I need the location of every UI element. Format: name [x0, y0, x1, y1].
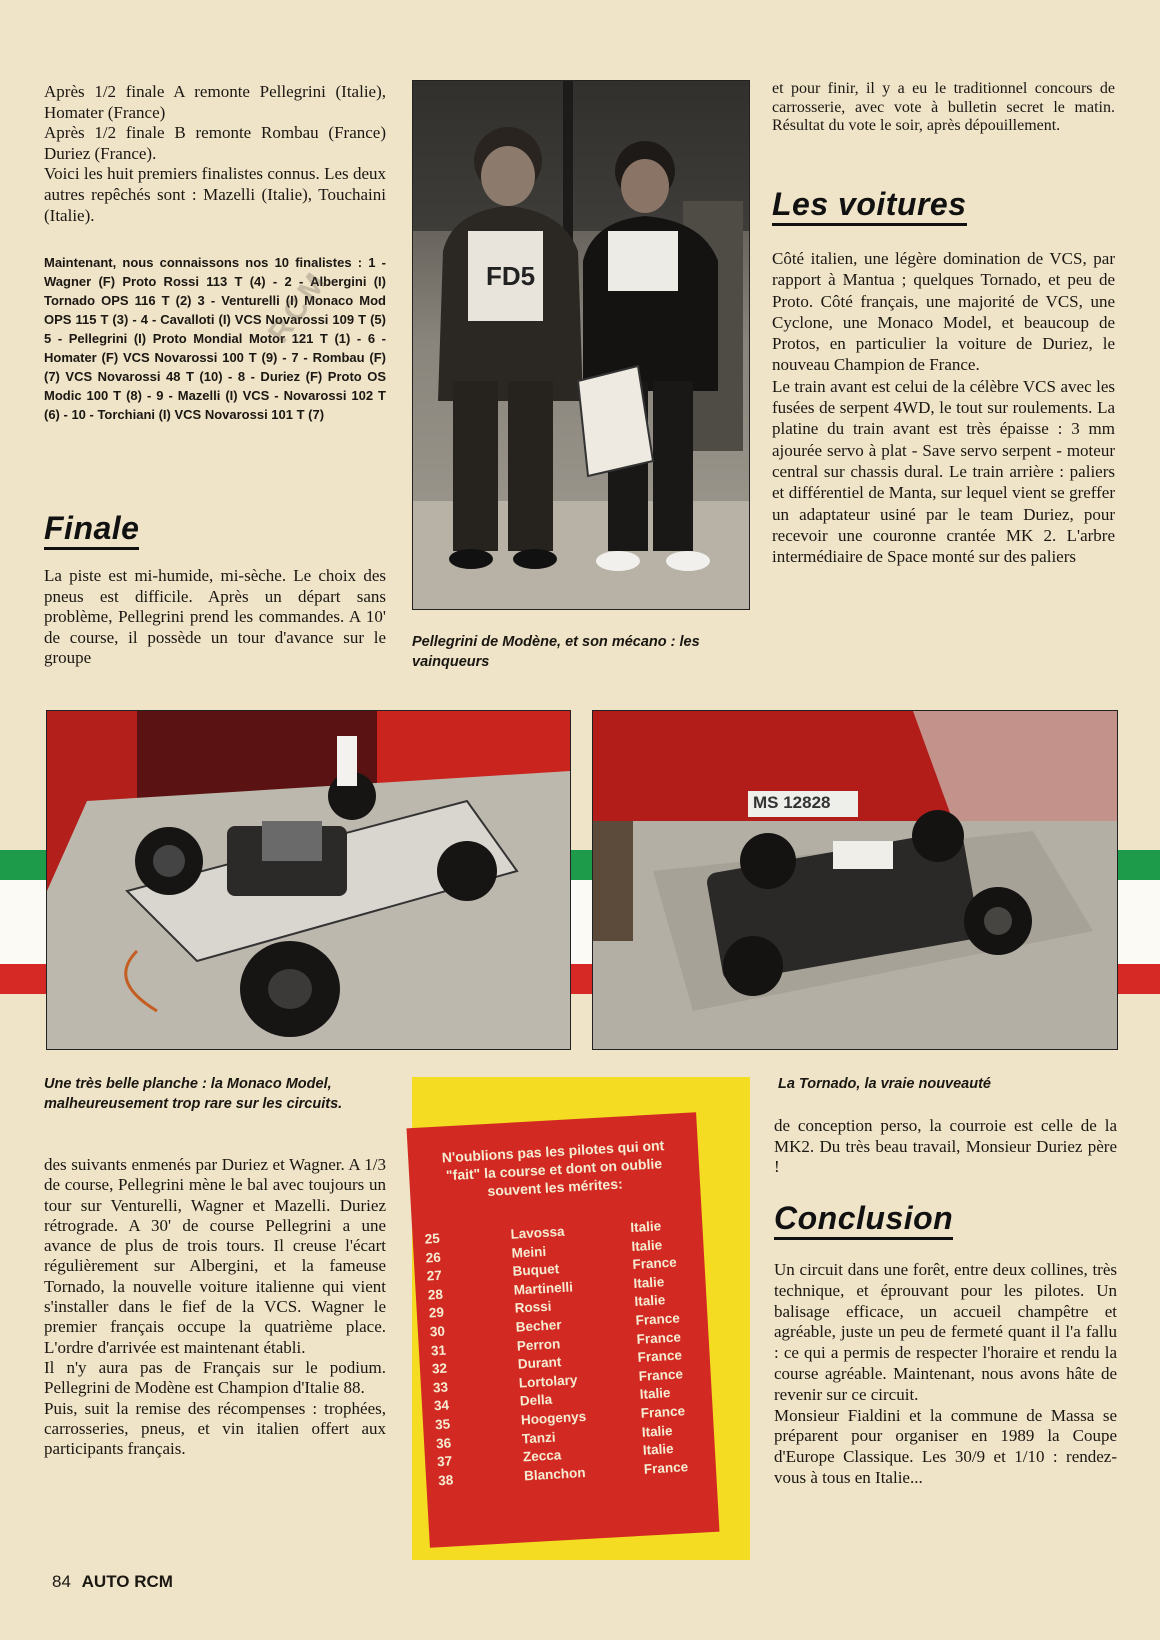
voitures-p1: Côté italien, une légère domination de VCS, par rapport à Mantua ; quelques Tornado, et peu de Proto. Côté français, une majorité de VCS, une Cyclone, une Monaco Model, et beaucoup de Protos, en particulier la voiture de Duriez, le nouveau Champion de France.: [772, 249, 1115, 375]
magazine-name: AUTO RCM: [81, 1572, 173, 1591]
intro-line-3: Voici les huit premiers finalistes connus. Les deux autres repêchés sont : Mazelli (Italie), Touchaini (Italie).: [44, 164, 386, 225]
race-p3: Puis, suit la remise des récompenses : trophées, carrosseries, pneus, et vin italien offert aux participants français.: [44, 1398, 386, 1459]
pilot-country: France: [635, 1310, 681, 1328]
bib-label: FD5: [486, 261, 536, 291]
pilot-name: Buquet: [512, 1261, 560, 1279]
pilot-country: France: [632, 1254, 678, 1273]
pilot-country: Italie: [639, 1385, 671, 1403]
pilot-country: Italie: [633, 1274, 665, 1291]
pilot-number: 26: [425, 1249, 442, 1266]
pilot-name: Hoogenys: [520, 1408, 587, 1428]
race-p2: Il n'y aura pas de Français sur le podium. Pellegrini de Modène est Champion d'Italie 88.: [44, 1357, 386, 1398]
pilot-name: Durant: [517, 1354, 562, 1372]
conclusion-p3: Monsieur Fialdini et la commune de Massa se préparent pour organiser en 1989 la Coupe d'Europe Classique. Les 30/9 et 1/10 : rendez-vous à tous en Italie...: [774, 1405, 1117, 1487]
pilot-country: Italie: [631, 1236, 663, 1254]
race-p1: des suivants enmenés par Duriez et Wagner. A 1/3 de course, Pellegrini mène le bal avec toujours un tour sur Venturelli, Wagner et Mazelli. Duriez rétrograde. A 30' de course Pellegrini a une avance de plus de trois tours. Il creuse l'écart régulièrement sur Albergini, et la fameuse Tornado, la nouvelle voiture italienne qui vient s'installer dans le fief de la VCS. Wagner le premier français occupe la quatrième place. L'ordre d'arrivée est maintenant établi.: [44, 1155, 386, 1357]
pilots-box: [407, 1112, 720, 1548]
heading-finale: Finale: [44, 510, 139, 550]
pilot-number: 32: [431, 1360, 448, 1377]
watermark: RCM: [262, 264, 336, 349]
pilot-number: 35: [434, 1416, 451, 1433]
footer: [52, 1572, 173, 1592]
caption-tornado: La Tornado, la vraie nouveauté: [778, 1076, 991, 1092]
finale-text: La piste est mi-humide, mi-sèche. Le choix des pneus est difficile. Après un départ sans problème, Pellegrini prend les commandes. A 10' de course, il possède un tour d'avance sur le groupe: [44, 566, 386, 668]
finalists-list: Maintenant, nous connaissons nos 10 finalistes : 1 - Wagner (F) Proto Rossi 113 T (4) - 2 - Albergini (I) Tornado OPS 116 T (2) 3 - Venturelli (I) Monaco Mod OPS 115 T (3) - 4 - Cavalloti (I) VCS Novarossi 109 T (5) 5 - Pellegrini (I) Proto Mondial Motor 121 T (1) - 6 - Homater (F) VCS Novarossi 100 T (9) - 7 - Rombau (F) (7) VCS Novarossi 48 T (10) - 8 - Duriez (F) Proto OS Modic 100 T (8) - 9 - Mazelli (I) VCS - Novarossi 102 T (6) - 10 - Torchiani (I) VCS Novarossi 101 T (7): [44, 255, 386, 422]
photo-winners: [412, 80, 750, 610]
pilot-name: Becher: [515, 1317, 562, 1335]
pilot-number: 31: [430, 1342, 447, 1358]
pilot-name: Rossi: [514, 1299, 552, 1317]
pilot-name: Tanzi: [521, 1429, 556, 1447]
heading-voitures: Les voitures: [772, 186, 967, 226]
pilot-name: Perron: [516, 1335, 561, 1354]
pilot-number: 38: [437, 1472, 454, 1488]
heading-conclusion-wrap: [774, 1200, 953, 1240]
col3-text: [772, 248, 1115, 567]
col1-bottom: [44, 1155, 386, 1459]
col3-bottom-p1: de conception perso, la courroie est celle de la MK2. Du très beau travail, Monsieur Duriez père !: [774, 1116, 1117, 1176]
pilot-number: 27: [426, 1267, 443, 1284]
photo-tornado: [592, 710, 1118, 1050]
pilot-number: 36: [435, 1435, 452, 1451]
intro-line-2: Après 1/2 finale B remonte Rombau (France) Duriez (France).: [44, 123, 386, 163]
intro-line-1: Après 1/2 finale A remonte Pellegrini (Italie), Homater (France): [44, 82, 386, 122]
pilot-country: France: [638, 1366, 684, 1384]
pilot-country: Italie: [634, 1292, 666, 1310]
photo-monaco: [46, 710, 571, 1050]
pilot-name: Martinelli: [513, 1279, 574, 1298]
pilot-name: Lavossa: [510, 1223, 565, 1242]
col1-intro: [44, 82, 386, 226]
pilot-name: Della: [519, 1392, 553, 1409]
conclusion-p2: Un circuit dans une forêt, entre deux collines, très technique, et éprouvant pour les pilotes. Un balisage efficace, un accueil champêtre et agréable, juste un peu de fermeté quant il l'a fallu : ce qui a permis de respecter l'horaire et rendu la course agréable. Maintenant, nous avons hâte de revenir sur ce circuit.: [774, 1260, 1117, 1404]
pilot-country: France: [640, 1403, 686, 1421]
pilot-name: Meini: [511, 1243, 547, 1261]
photo-monaco-art: [47, 711, 570, 1049]
pilot-country: Italie: [629, 1218, 662, 1236]
pilot-country: France: [643, 1459, 689, 1477]
pilot-name: Blanchon: [523, 1464, 586, 1484]
page-number: 84: [52, 1572, 71, 1591]
pilots-box-title: N'oublions pas les pilotes qui ont "fait" la course et dont on oublie souvent les mérites:: [441, 1137, 665, 1199]
pilot-name: Lortolary: [518, 1372, 578, 1391]
voitures-p2: Le train avant est celui de la célèbre VCS avec les fusées de serpent 4WD, le tout sur roulements. La platine du train avant est très épaisse : 3 mm ajourée servo à plat - Save servo serpent - moteur central sur chassis dural. Le train arrière : paliers et différentiel de Manta, sur lequel vient se greffer un adaptateur usiné par le team Duriez, pour recevoir une couronne crantée MK 2. L'arbre intermédiaire de Space monté sur des paliers: [772, 376, 1115, 567]
pilot-number: 28: [427, 1286, 444, 1303]
pilot-name: Zecca: [522, 1447, 562, 1465]
photo-tornado-art: [593, 711, 1117, 1049]
pilot-number: 29: [428, 1305, 445, 1321]
pilot-number: 25: [424, 1230, 441, 1247]
col3-bottom: [774, 1260, 1117, 1489]
plate-text: MS 12828: [753, 793, 831, 812]
heading-finale-wrap: [44, 510, 139, 550]
caption-monaco: Une très belle planche : la Monaco Model, malheureusement trop rare sur les circuits.: [44, 1076, 343, 1112]
heading-conclusion: Conclusion: [774, 1200, 953, 1240]
caption-winners: Pellegrini de Modène, et son mécano : les vainqueurs: [412, 634, 700, 670]
pilot-number: 37: [436, 1453, 453, 1470]
pilot-country: France: [637, 1347, 683, 1366]
pilot-number: 33: [432, 1379, 449, 1396]
col3-intro: et pour finir, il y a eu le traditionnel concours de carrosserie, avec vote à bulletin secret le matin. Résultat du vote le soir, après dépouillement.: [772, 80, 1115, 134]
pilot-country: Italie: [642, 1441, 674, 1458]
photo-winners-art: [413, 81, 749, 609]
pilot-country: Italie: [641, 1422, 673, 1440]
pilot-country: France: [636, 1329, 682, 1347]
heading-voitures-wrap: [772, 186, 967, 226]
pilot-number: 34: [433, 1397, 450, 1414]
pilot-number: 30: [429, 1323, 446, 1340]
